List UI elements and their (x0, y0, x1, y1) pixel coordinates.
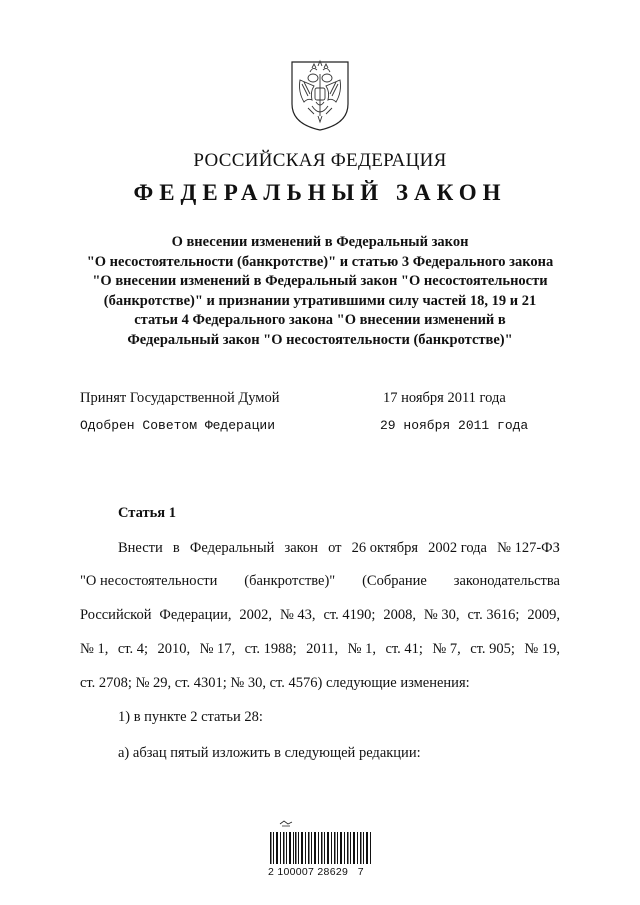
word: Российской (80, 607, 152, 623)
word: № 43, (279, 607, 316, 623)
word: № 7, (432, 641, 461, 657)
article-text-line-2 (80, 573, 560, 590)
word: 2002, (239, 607, 273, 623)
article-heading: Статья 1 (118, 505, 176, 521)
subject-line: Федеральный закон "О несостоятельности (банкротстве)" (127, 331, 513, 348)
word: № 30, (423, 607, 460, 623)
word: "О несостоятельности (80, 573, 218, 589)
council-date: 29 ноября 2011 года (380, 418, 529, 433)
subject-line: статьи 4 Федерального закона "О внесении изменений в (134, 312, 506, 328)
word: закон (284, 540, 318, 556)
word: № 19, (524, 641, 560, 657)
word: законодательства (453, 573, 560, 589)
council-label: Одобрен Советом Федерации (80, 418, 276, 433)
subject-line: О внесении изменений в Федеральный закон (171, 234, 469, 250)
amendment-item-a: а) абзац пятый изложить в следующей редакции: (118, 745, 421, 761)
law-type-title: ФЕДЕРАЛЬНЫЙ ЗАКОН (133, 180, 507, 205)
subject-line: (банкротстве)" и признании утратившими силу частей 18, 19 и 21 (103, 292, 537, 309)
barcode-number: 2 100007 28629 7 (268, 866, 364, 878)
word: (банкротстве)" (244, 573, 336, 589)
word: 2009, (527, 607, 560, 623)
word: ст. 905; (470, 641, 515, 657)
word: ст. 4; (117, 641, 149, 657)
word: 2002 года (428, 540, 487, 556)
word: ст. 1988; (244, 641, 297, 657)
duma-date: 17 ноября 2011 года (383, 390, 506, 406)
word: № 127-ФЗ (497, 540, 560, 556)
word: 2008, (383, 607, 416, 623)
word: Федеральный (189, 540, 275, 556)
country-name: РОССИЙСКАЯ ФЕДЕРАЦИЯ (193, 150, 447, 171)
word: в (172, 540, 180, 556)
word: ст. 41; (385, 641, 423, 657)
word: (Собрание (362, 573, 427, 589)
article-text-line-1 (118, 540, 560, 557)
word: 2011, (306, 641, 339, 657)
subject-line: "О несостоятельности (банкротстве)" и статью 3 Федерального закона (86, 253, 554, 270)
word: № 17, (199, 641, 236, 657)
word: № 1, (80, 641, 109, 657)
amendment-item-1: 1) в пункте 2 статьи 28: (118, 709, 263, 725)
article-text-line-5 (80, 675, 560, 692)
word: № 1, (347, 641, 376, 657)
word: 2010, (157, 641, 191, 657)
word: ст. 4190; (323, 607, 376, 623)
article-text-line-4 (80, 641, 560, 658)
word: ст. 3616; (467, 607, 520, 623)
line-text: ст. 2708; № 29, ст. 4301; № 30, ст. 4576) следующие изменения: (80, 675, 470, 691)
word: 26 октября (351, 540, 418, 556)
subject-line: "О внесении изменений в Федеральный закон "О несостоятельности (92, 273, 548, 289)
word: от (328, 540, 342, 556)
word: Внести (118, 540, 163, 556)
word: Федерации, (159, 607, 232, 623)
duma-label: Принят Государственной Думой (80, 390, 280, 406)
article-text-line-3 (80, 607, 560, 624)
law-subject-title (60, 233, 580, 350)
coat-of-arms-emblem (288, 58, 352, 132)
